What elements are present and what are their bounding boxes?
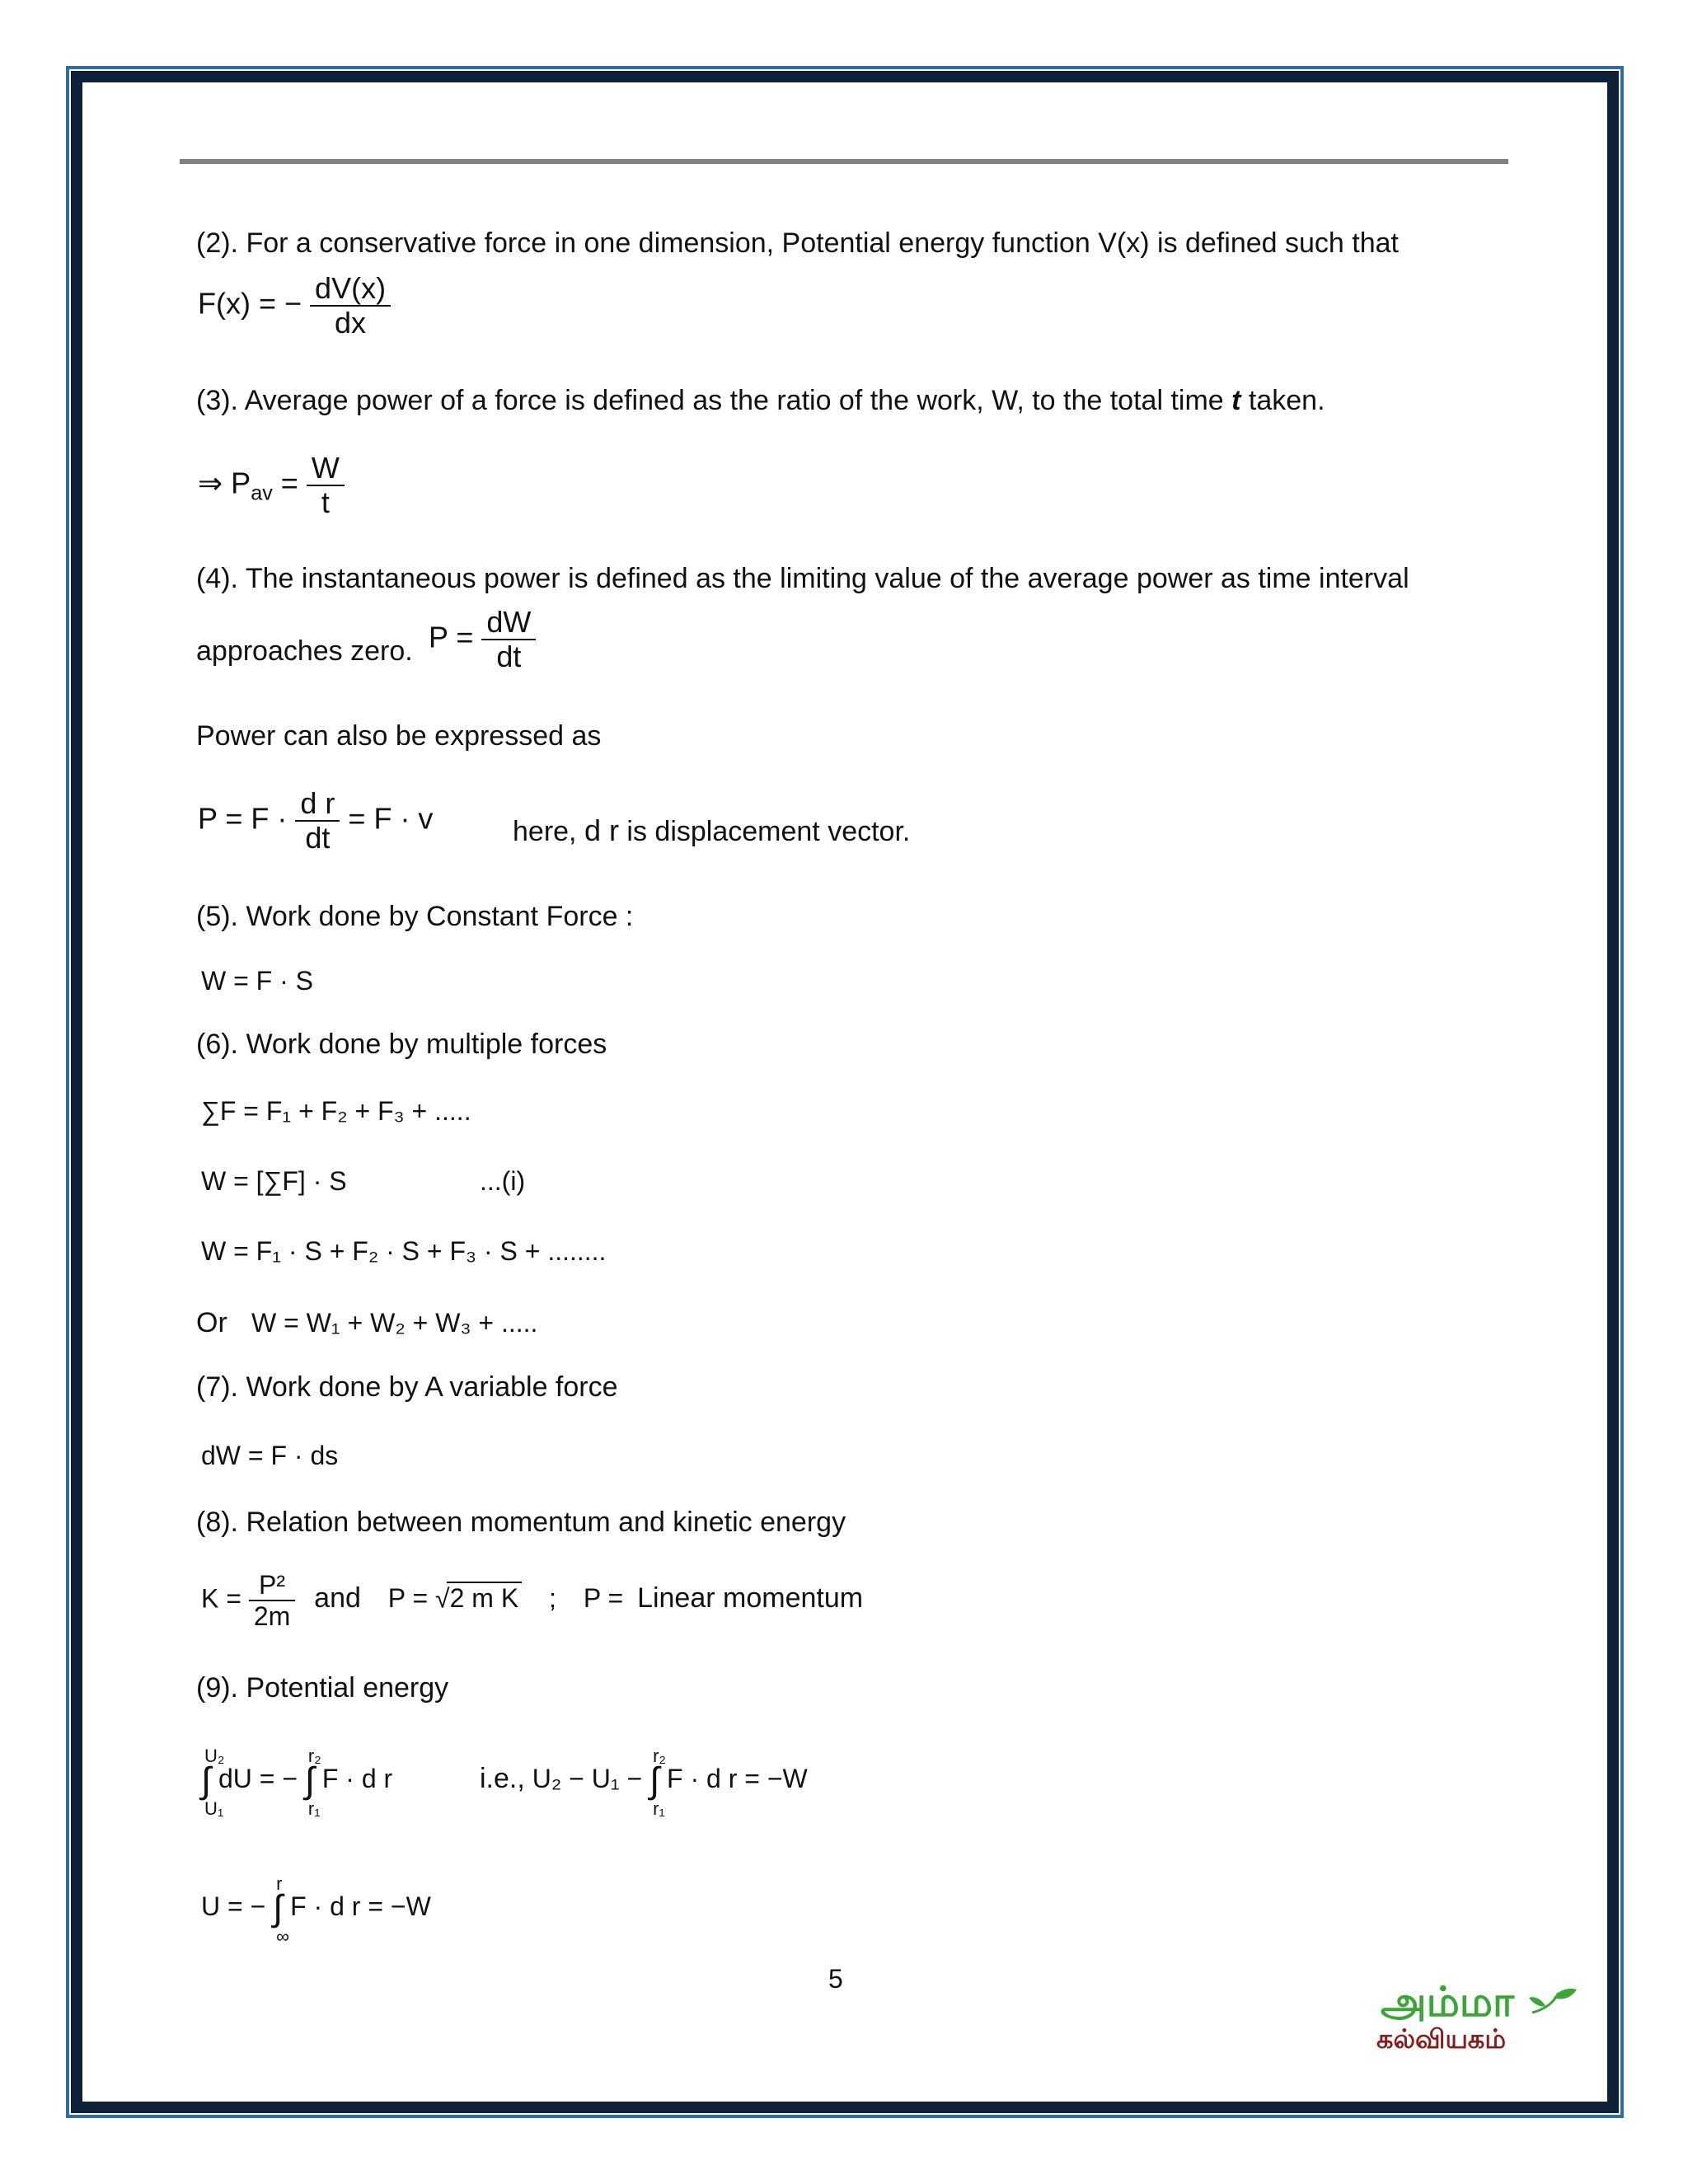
power-fraction: [295, 787, 340, 855]
item-9-text: (9). Potential energy: [196, 1672, 449, 1704]
leaf-icon: [1529, 1985, 1578, 2018]
eq9b-lhs: U₂ − U₁ −: [532, 1764, 643, 1793]
eq2-fraction: [310, 272, 391, 340]
equation-9a: [201, 1745, 393, 1819]
page-frame-inner: [71, 71, 1619, 2113]
power-dr: d r: [584, 813, 619, 847]
power-here: here,: [513, 816, 577, 847]
equation-3: [198, 452, 345, 519]
eq3-equals: =: [272, 466, 307, 500]
eq9a-body: dU = −: [218, 1764, 298, 1793]
item-8-text: (8). Relation between momentum and kinetic energy: [196, 1507, 846, 1538]
logo-top-text: அம்மா: [1381, 1979, 1515, 2025]
equation-6d-or: Or: [196, 1307, 227, 1338]
eq9c-lower: ∞: [276, 1925, 289, 1947]
eq8-fraction: [249, 1570, 295, 1631]
eq9c-lhs: U = −: [201, 1891, 266, 1921]
page-number: 5: [828, 1964, 843, 1994]
eq3-sub: av: [251, 481, 273, 505]
equation-5: W = F · S: [201, 966, 313, 996]
item-7-text: (7). Work done by A variable force: [196, 1371, 618, 1403]
power-note-text: is displacement vector.: [626, 816, 911, 847]
item-4-text-2: approaches zero.: [196, 635, 413, 667]
eq9c-integral: ∫ r ∞: [273, 1894, 283, 1924]
logo: [1372, 1978, 1578, 2060]
equation-6b: W = [∑F] · S: [201, 1166, 347, 1196]
equation-9b: [480, 1745, 808, 1819]
eq9b-integral: ∫ r₂ r₁: [649, 1766, 659, 1796]
eq8-denominator: 2m: [249, 1600, 295, 1631]
equation-6c: W = F₁ · S + F₂ · S + F₃ · S + ........: [201, 1236, 607, 1266]
eq9a-upper: U₂: [204, 1745, 225, 1766]
eq3-lhs: ⇒ P: [198, 466, 251, 500]
eq9b-body: F · d r = −W: [667, 1764, 808, 1793]
eq3-fraction: [307, 452, 345, 519]
eq4-fraction: [481, 606, 536, 673]
eq9a-lower-2: r₁: [307, 1797, 321, 1819]
item-3-text-b: taken.: [1240, 385, 1325, 416]
item-3-text: [196, 384, 1325, 417]
eq9a-body-2: F · d r: [321, 1764, 393, 1793]
equation-6b-tag: ...(i): [480, 1166, 526, 1196]
power-rhs: = F · v: [348, 801, 434, 836]
eq8-p2: P =: [583, 1583, 624, 1614]
header-rule: [180, 159, 1508, 164]
eq9b-ie: i.e.,: [480, 1763, 525, 1794]
eq2-denominator: dx: [310, 305, 391, 340]
eq4-numerator: dW: [486, 605, 532, 639]
item-4-text: (4). The instantaneous power is defined as the limiting value of the average power as time interval: [196, 563, 1409, 594]
eq9c-body: F · d r = −W: [290, 1891, 431, 1921]
item-2-text: (2). For a conservative force in one dimension, Potential energy function V(x) is defined such that: [196, 227, 1399, 259]
eq8-p: P =: [387, 1583, 436, 1614]
item-5-text: (5). Work done by Constant Force :: [196, 901, 634, 932]
power-text: Power can also be expressed as: [196, 720, 602, 752]
item-3-text-t: t: [1231, 385, 1241, 416]
equation-9c: [201, 1872, 431, 1947]
eq8-numerator: P²: [259, 1570, 286, 1600]
equation-power: [198, 787, 433, 855]
eq8-sqrt: 2 m K: [447, 1582, 523, 1613]
eq9a-upper-2: r₂: [307, 1745, 321, 1766]
equation-4: [429, 606, 536, 673]
equation-6a: ∑F = F₁ + F₂ + F₃ + .....: [201, 1096, 471, 1126]
eq2-lhs: F(x) = −: [198, 286, 302, 321]
item-3-text-a: (3). Average power of a force is defined as the ratio of the work, W, to the total time: [196, 385, 1232, 416]
power-numerator: d r: [300, 786, 335, 820]
equation-7: dW = F · ds: [201, 1441, 339, 1470]
eq9a-integral-2: ∫ r₂ r₁: [305, 1766, 315, 1796]
logo-bottom-text: கல்வியகம்: [1376, 2024, 1507, 2054]
eq9b-upper: r₂: [653, 1745, 666, 1766]
eq9c-upper: r: [276, 1872, 283, 1894]
power-note: [513, 814, 910, 848]
eq8-and: and: [314, 1582, 361, 1615]
equation-2: [198, 272, 391, 340]
equation-8: K = $\frac{\text{P²}}{2m}$ and P = √2 m K ; P = Linear momentum: [201, 1570, 864, 1631]
power-denominator: dt: [295, 820, 340, 855]
eq4-lhs: P =: [429, 620, 482, 654]
equation-6d: W = W₁ + W₂ + W₃ + .....: [251, 1308, 538, 1338]
eq8-lhs: K =: [201, 1583, 249, 1614]
eq9b-lower: r₁: [653, 1797, 665, 1819]
eq2-numerator: dV(x): [315, 271, 387, 305]
eq3-denominator: t: [307, 485, 345, 519]
eq4-denominator: dt: [481, 639, 536, 673]
eq3-numerator: W: [311, 451, 340, 485]
eq8-semicolon: ;: [549, 1583, 556, 1614]
eq8-label: Linear momentum: [637, 1582, 864, 1615]
power-lhs: P = F ·: [198, 801, 288, 836]
item-6-text: (6). Work done by multiple forces: [196, 1029, 607, 1060]
eq9a-integral: ∫ U₂ U₁: [201, 1766, 211, 1796]
eq9a-lower: U₁: [204, 1797, 224, 1819]
